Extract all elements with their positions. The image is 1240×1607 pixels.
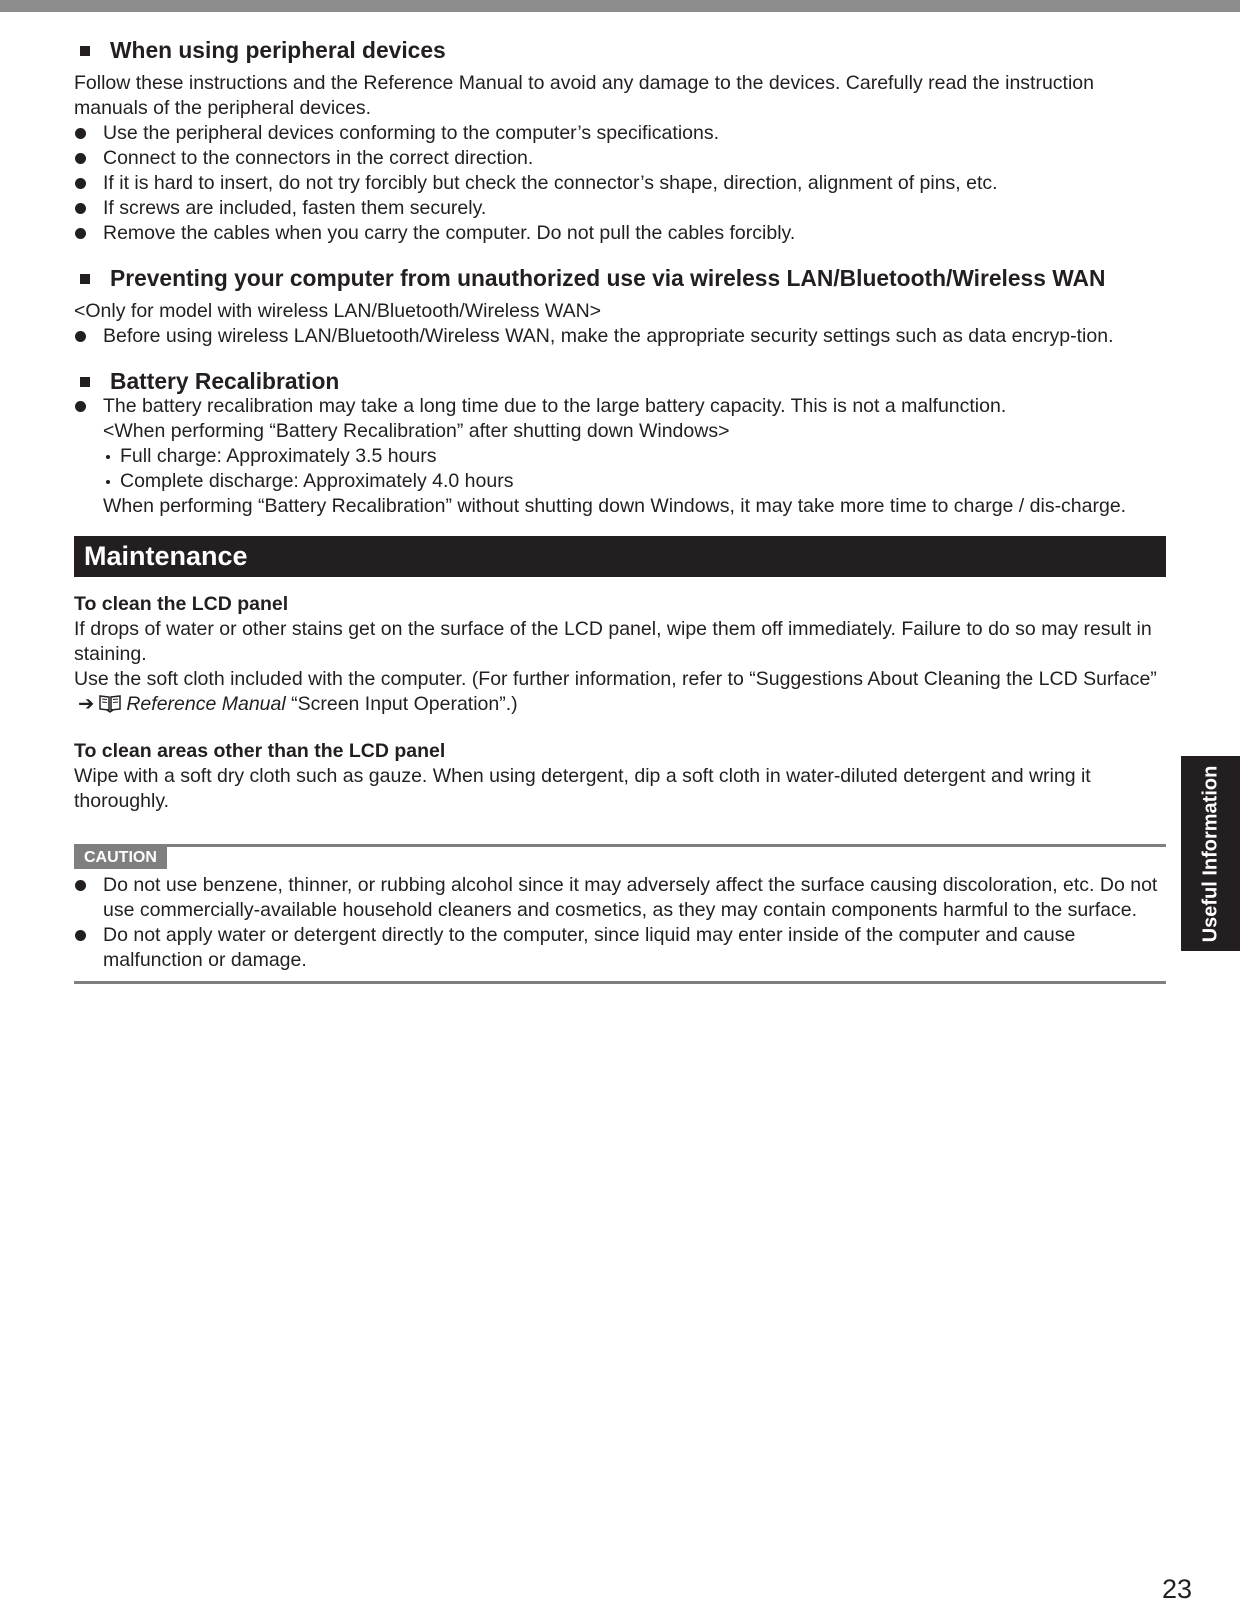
bullet-icon [75,930,86,941]
side-tab [1181,756,1240,951]
page-number: 23 [1162,1574,1193,1604]
list-item: Use the peripheral devices conforming to the computer’s specifications. [74,121,1166,146]
list-item: If screws are included, fasten them securely. [74,196,1166,221]
battery-item-text: The battery recalibration may take a long time due to the large battery capacity. This is not a malfunction. [103,395,1007,417]
page-content [74,38,1166,984]
bullet-icon [75,401,86,412]
peripheral-heading: When using peripheral devices [74,38,1166,63]
sub-list-item: Full charge: Approximately 3.5 hours [103,444,1166,469]
top-bar [0,0,1240,12]
sub-list-item: Complete discharge: Approximately 4.0 hours [103,469,1166,494]
list-item: If it is hard to insert, do not try forcibly but check the connector’s shape, direction, alignment of pins, etc. [74,171,1166,196]
battery-list [74,394,1166,519]
bullet-icon [75,153,86,164]
small-bullet-icon [106,455,110,459]
square-bullet-icon [80,377,90,387]
maintenance-title: Maintenance [74,536,1166,577]
list-item [74,394,1166,519]
bullet-icon [75,228,86,239]
other-heading: To clean areas other than the LCD panel [74,740,446,762]
caution-label: CAUTION [74,847,167,869]
peripheral-intro: Follow these instructions and the Reference Manual to avoid any damage to the devices. Carefully read the instruction manuals of the peripheral devices. [74,72,1094,119]
peripheral-list [74,121,1166,246]
lcd-text-1: If drops of water or other stains get on the surface of the LCD panel, wipe them off immediately. Failure to do so may result in staining. [74,618,1152,665]
bullet-icon [75,128,86,139]
wireless-note: <Only for model with wireless LAN/Bluetooth/Wireless WAN> [74,300,602,322]
other-text: Wipe with a soft dry cloth such as gauze. When using detergent, dip a soft cloth in water-diluted detergent and wring it thoroughly. [74,765,1091,812]
caution-list [74,873,1166,973]
arrow-right-icon: ➔ [78,693,95,715]
caution-box [74,844,1166,984]
list-item: Do not use benzene, thinner, or rubbing alcohol since it may adversely affect the surface causing discoloration, etc. Do not use commercially-available household cleaners and cosmetics, as they may contain components harmful to the surface. [74,873,1166,923]
list-item: Before using wireless LAN/Bluetooth/Wireless WAN, make the appropriate security settings such as data encryp-tion. [74,324,1166,349]
list-item: Do not apply water or detergent directly to the computer, since liquid may enter inside of the computer and cause malfunction or damage. [74,923,1166,973]
small-bullet-icon [106,480,110,484]
bullet-icon [75,880,86,891]
square-bullet-icon [80,274,90,284]
wireless-heading: Preventing your computer from unauthorized use via wireless LAN/Bluetooth/Wireless WAN [74,266,1166,291]
bullet-icon [75,178,86,189]
list-item: Connect to the connectors in the correct direction. [74,146,1166,171]
battery-heading: Battery Recalibration [74,369,1166,394]
battery-condition: <When performing “Battery Recalibration” after shutting down Windows> [103,420,730,442]
lcd-text-2: Use the soft cloth included with the computer. (For further information, refer to “Suggestions About Cleaning the LCD Surface” ➔ Reference Manual “Screen Input Operation”.) [74,668,1157,715]
bullet-icon [75,331,86,342]
battery-note: When performing “Battery Recalibration” without shutting down Windows, it may take more time to charge / dis-charge. [103,495,1127,517]
list-item: Remove the cables when you carry the computer. Do not pull the cables forcibly. [74,221,1166,246]
bullet-icon [75,203,86,214]
lcd-heading: To clean the LCD panel [74,593,289,615]
reference-manual-icon [98,693,122,713]
wireless-list [74,324,1166,349]
side-tab-label: Useful Information [1199,765,1221,942]
square-bullet-icon [80,46,90,56]
